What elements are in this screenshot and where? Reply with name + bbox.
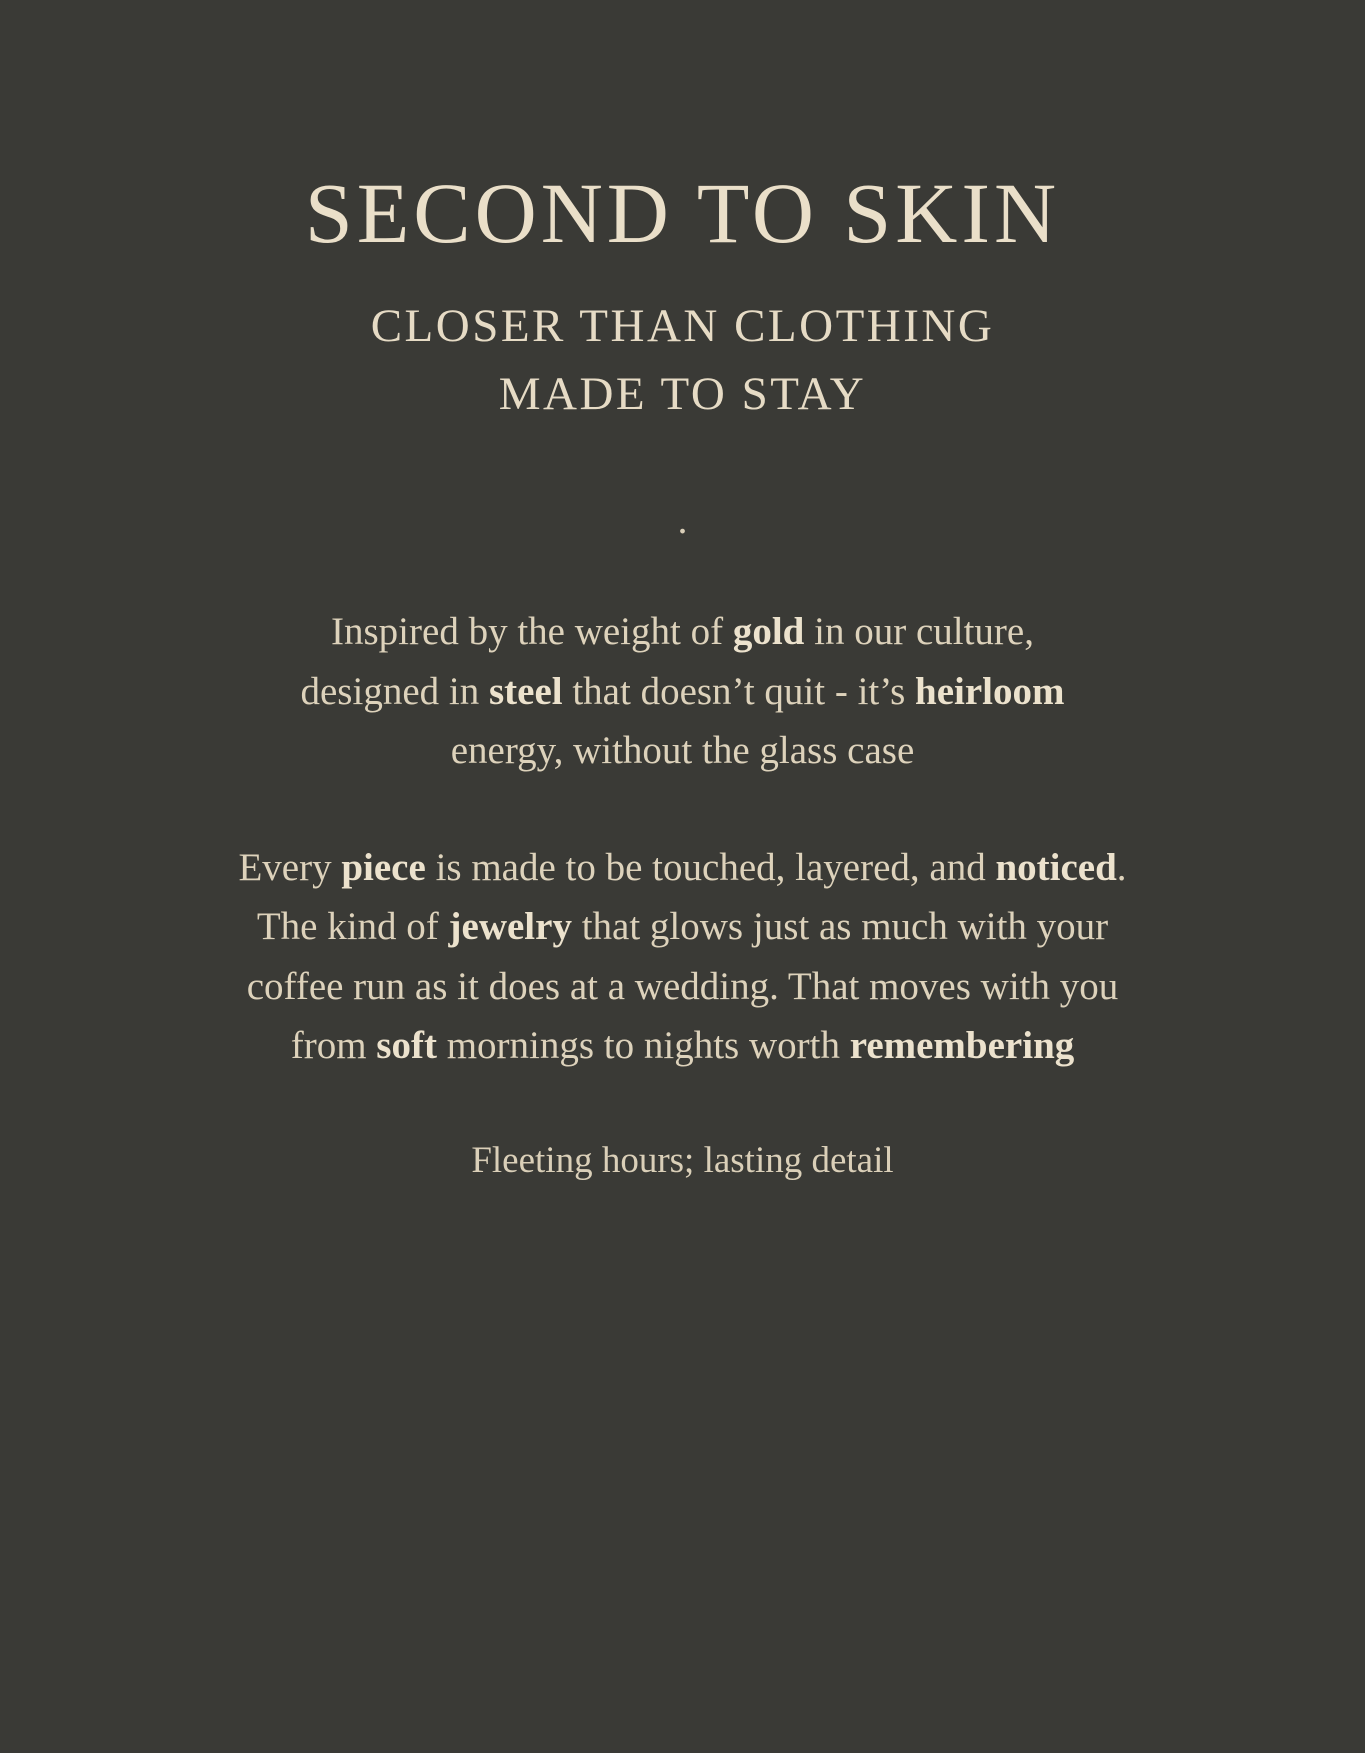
paragraph-craft: Every piece is made to be touched, layered, and noticed. The kind of jewelry that glows just as much with your coffee run as it does at a wedding. That moves with you from soft mornings to nights worth remembering xyxy=(238,846,1127,1067)
page-title: SECOND TO SKIN xyxy=(304,165,1061,261)
body-copy xyxy=(213,602,1153,1189)
subtitle-line-2: MADE TO STAY xyxy=(498,368,867,421)
paragraph-inspiration: Inspired by the weight of gold in our culture, designed in steel that doesn’t quit - it’s heirloom energy, without the glass case xyxy=(300,610,1065,772)
subtitle-line-1: CLOSER THAN CLOTHING xyxy=(370,300,995,352)
subtitle-block xyxy=(371,292,995,428)
divider-dot: . xyxy=(677,497,688,543)
paragraph-closing: Fleeting hours; lasting detail xyxy=(471,1140,894,1182)
